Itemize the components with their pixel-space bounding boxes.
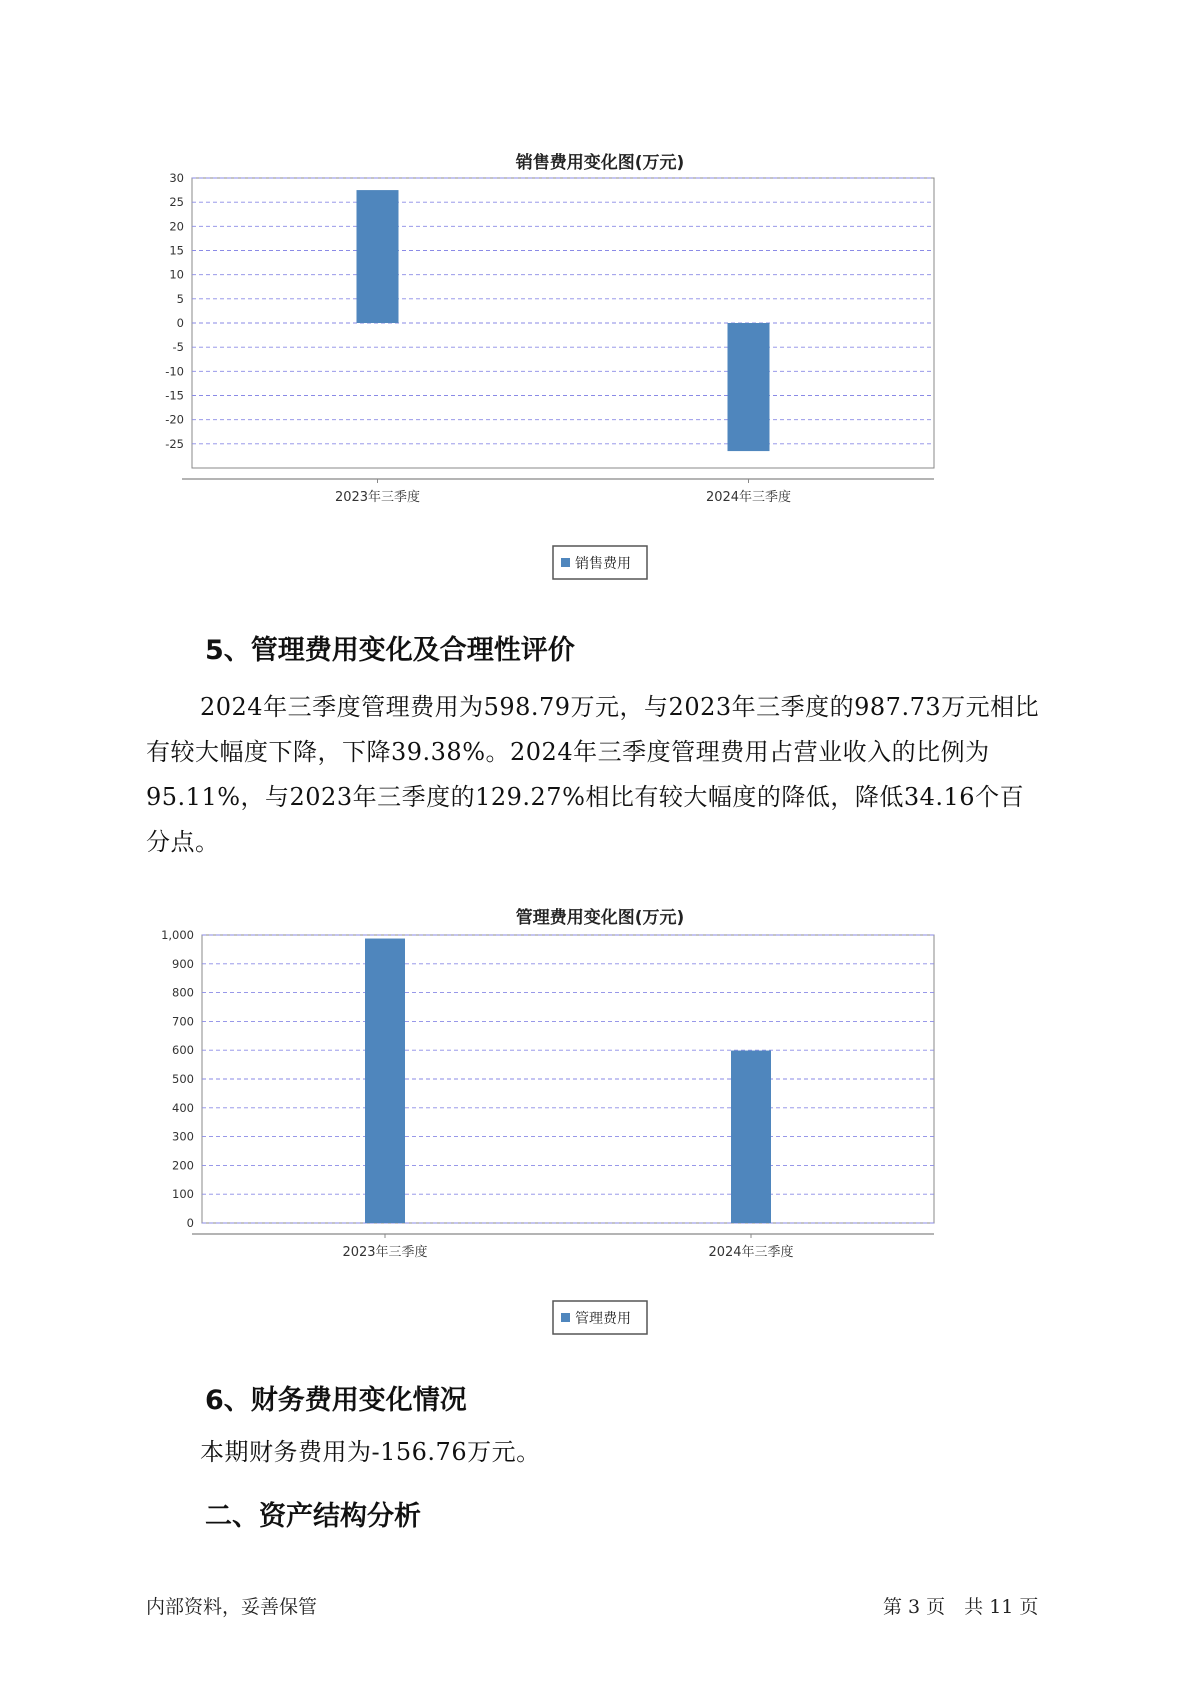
section-paragraph-5: 2024年三季度管理费用为598.79万元，与2023年三季度的987.73万元相比有较大幅度下降，下降39.38%。2024年三季度管理费用占营业收入的比例为95.11%，与2023年三季度的129.27%相比有较大幅度的降低，降低34.16个百分点。 [146, 693, 1040, 856]
chart-title: 销售费用变化图(万元) [515, 153, 685, 173]
y-tick-label: 20 [169, 219, 184, 234]
y-tick-label: 400 [172, 1100, 194, 1115]
y-tick-label: 1,000 [161, 928, 194, 942]
y-tick-label: -15 [165, 388, 184, 403]
sales-expense-chart [165, 140, 1030, 600]
section-heading-5: 5、管理费用变化及合理性评价 [205, 635, 575, 666]
y-tick-label: 10 [169, 267, 184, 282]
y-tick-label: 500 [172, 1072, 194, 1086]
section-heading-2: 二、资产结构分析 [205, 1501, 421, 1532]
y-tick-label: 300 [172, 1129, 194, 1144]
y-tick-label: 700 [172, 1014, 194, 1029]
footer-left: 内部资料，妥善保管 [146, 1596, 318, 1618]
y-tick-label: 900 [172, 956, 194, 971]
chart-title: 管理费用变化图(万元) [515, 908, 685, 928]
x-category-label: 2023年三季度 [334, 490, 421, 505]
bar-1 [357, 190, 399, 323]
y-tick-label: -25 [165, 436, 184, 451]
y-tick-label: 5 [176, 291, 184, 306]
y-tick-label: 30 [169, 171, 184, 185]
chart-legend [553, 1301, 647, 1334]
y-tick-label: 800 [172, 985, 194, 1000]
y-tick-label: 25 [169, 195, 184, 210]
legend-swatch [561, 558, 570, 567]
y-tick-label: 200 [172, 1158, 194, 1173]
admin-expense-chart [161, 895, 1030, 1355]
legend-label: 销售费用 [575, 556, 631, 572]
chart-legend [553, 546, 647, 579]
x-category-label: 2024年三季度 [708, 1245, 794, 1260]
y-tick-label: 600 [172, 1043, 194, 1058]
x-category-label: 2023年三季度 [342, 1245, 428, 1260]
y-tick-label: -20 [165, 412, 184, 427]
bar-2 [731, 1051, 771, 1223]
y-tick-label: -10 [165, 364, 184, 379]
footer-page-number: 第 3 页 共 11 页 [883, 1596, 1039, 1618]
y-tick-label: -5 [172, 340, 184, 355]
bar-2 [728, 323, 770, 451]
y-tick-label: 0 [176, 316, 184, 330]
section-paragraph-6: 本期财务费用为-156.76万元。 [200, 1438, 541, 1466]
legend-label: 管理费用 [575, 1311, 631, 1327]
section-heading-6: 6、财务费用变化情况 [205, 1385, 467, 1416]
x-category-label: 2024年三季度 [705, 490, 792, 505]
y-tick-label: 0 [186, 1216, 194, 1230]
legend-swatch [561, 1313, 570, 1322]
y-tick-label: 15 [169, 243, 184, 258]
y-tick-label: 100 [172, 1187, 194, 1202]
bar-1 [365, 939, 405, 1223]
